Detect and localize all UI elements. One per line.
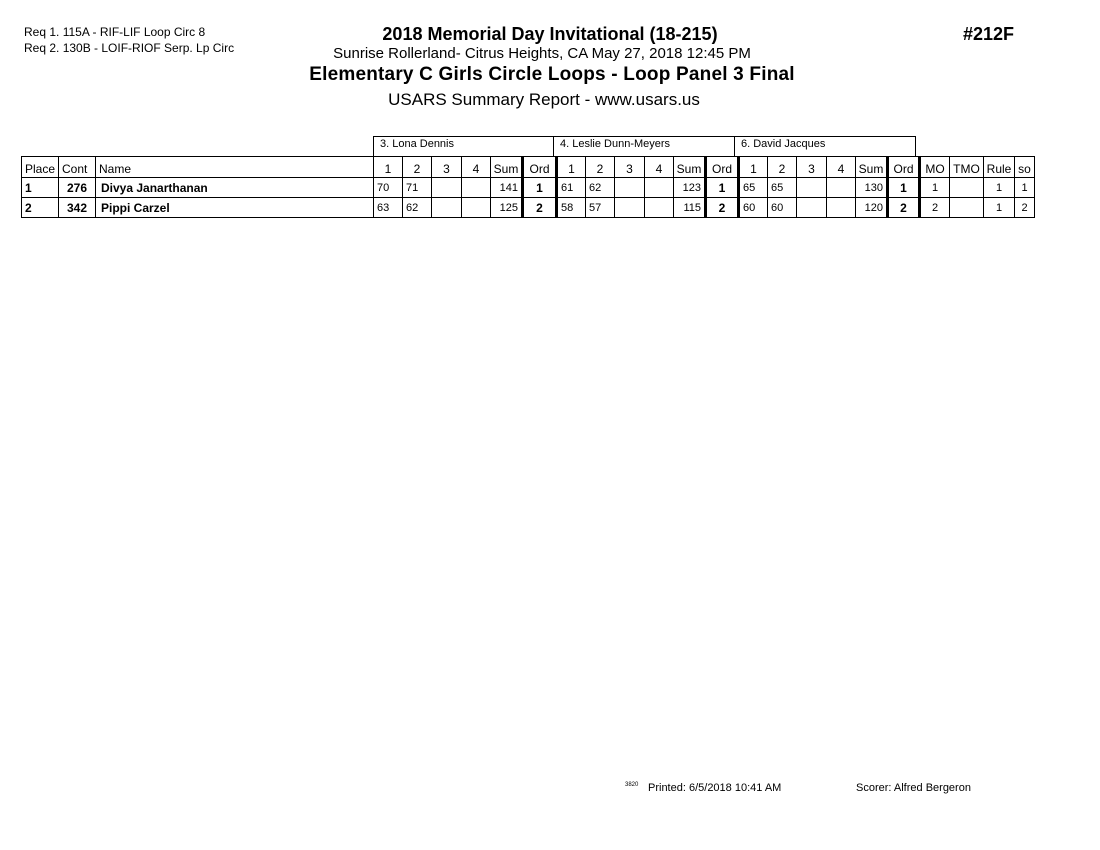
score-cell — [432, 178, 462, 198]
col-rule: Rule — [984, 157, 1015, 178]
score-cell — [615, 198, 645, 218]
competition-title: 2018 Memorial Day Invitational (18-215) — [382, 24, 718, 44]
table-row — [22, 178, 1035, 198]
score-cell: 71 — [403, 178, 432, 198]
ord-cell: 2 — [523, 198, 557, 218]
sum-cell: 115 — [674, 198, 706, 218]
col-j2-3: 3 — [615, 157, 645, 178]
requirement-2: Req 2. 130B - LOIF-RIOF Serp. Lp Circ — [24, 41, 235, 55]
score-cell: 62 — [403, 198, 432, 218]
score-cell — [432, 198, 462, 218]
sum-cell: 125 — [491, 198, 523, 218]
sum-cell: 120 — [856, 198, 888, 218]
col-j3-1: 1 — [739, 157, 768, 178]
col-j2-ord: Ord — [706, 157, 739, 178]
score-cell: 60 — [739, 198, 768, 218]
event-number: #212F — [963, 24, 1015, 44]
col-j2-sum: Sum — [674, 157, 706, 178]
score-cell: 60 — [768, 198, 797, 218]
score-cell: 63 — [374, 198, 403, 218]
col-j1-1: 1 — [374, 157, 403, 178]
sum-cell: 123 — [674, 178, 706, 198]
event-title: Elementary C Girls Circle Loops - Loop Panel 3 Final — [309, 64, 795, 85]
col-tmo: TMO — [950, 157, 984, 178]
score-cell — [462, 178, 491, 198]
col-j1-ord: Ord — [523, 157, 557, 178]
mo-cell: 1 — [920, 178, 950, 198]
score-cell — [827, 198, 856, 218]
results-table — [21, 156, 1035, 218]
judge-header-3: 6. David Jacques — [734, 136, 916, 156]
requirement-1: Req 1. 115A - RIF-LIF Loop Circ 8 — [24, 25, 206, 39]
so-cell: 1 — [1015, 178, 1035, 198]
score-cell: 70 — [374, 178, 403, 198]
mo-cell: 2 — [920, 198, 950, 218]
score-cell — [797, 178, 827, 198]
place-cell: 1 — [22, 178, 59, 198]
rule-cell: 1 — [984, 198, 1015, 218]
col-j1-sum: Sum — [491, 157, 523, 178]
rule-cell: 1 — [984, 178, 1015, 198]
ord-cell: 2 — [706, 198, 739, 218]
col-j1-4: 4 — [462, 157, 491, 178]
score-cell — [615, 178, 645, 198]
score-cell: 62 — [586, 178, 615, 198]
col-mo: MO — [920, 157, 950, 178]
judge-header-1: 3. Lona Dennis — [373, 136, 554, 156]
scorer-name: Scorer: Alfred Bergeron — [856, 782, 971, 794]
col-j3-2: 2 — [768, 157, 797, 178]
col-j2-4: 4 — [645, 157, 674, 178]
judge-header-2: 4. Leslie Dunn-Meyers — [553, 136, 735, 156]
score-cell: 61 — [557, 178, 586, 198]
skater-name: Divya Janarthanan — [96, 178, 374, 198]
score-cell: 65 — [768, 178, 797, 198]
col-so: so — [1015, 157, 1035, 178]
col-j3-ord: Ord — [888, 157, 920, 178]
tmo-cell — [950, 198, 984, 218]
cont-cell: 276 — [59, 178, 96, 198]
col-j3-4: 4 — [827, 157, 856, 178]
col-place: Place — [22, 157, 59, 178]
table-row — [22, 198, 1035, 218]
score-cell: 65 — [739, 178, 768, 198]
score-cell — [827, 178, 856, 198]
col-j1-3: 3 — [432, 157, 462, 178]
ord-cell: 2 — [888, 198, 920, 218]
col-j2-2: 2 — [586, 157, 615, 178]
so-cell: 2 — [1015, 198, 1035, 218]
ord-cell: 1 — [888, 178, 920, 198]
cont-cell: 342 — [59, 198, 96, 218]
col-j3-3: 3 — [797, 157, 827, 178]
header-row — [22, 157, 1035, 178]
report-code: 3820 — [625, 782, 639, 788]
score-cell — [645, 178, 674, 198]
sum-cell: 130 — [856, 178, 888, 198]
tmo-cell — [950, 178, 984, 198]
place-cell: 2 — [22, 198, 59, 218]
venue-line: Sunrise Rollerland- Citrus Heights, CA May 27, 2018 12:45 PM — [333, 45, 751, 62]
report-title: USARS Summary Report - www.usars.us — [388, 90, 700, 109]
col-name: Name — [96, 157, 374, 178]
score-cell — [645, 198, 674, 218]
score-cell: 57 — [586, 198, 615, 218]
printed-timestamp: Printed: 6/5/2018 10:41 AM — [648, 782, 782, 794]
skater-name: Pippi Carzel — [96, 198, 374, 218]
ord-cell: 1 — [706, 178, 739, 198]
col-j3-sum: Sum — [856, 157, 888, 178]
score-cell — [462, 198, 491, 218]
col-j2-1: 1 — [557, 157, 586, 178]
col-j1-2: 2 — [403, 157, 432, 178]
sum-cell: 141 — [491, 178, 523, 198]
score-cell: 58 — [557, 198, 586, 218]
col-cont: Cont — [59, 157, 96, 178]
ord-cell: 1 — [523, 178, 557, 198]
score-cell — [797, 198, 827, 218]
